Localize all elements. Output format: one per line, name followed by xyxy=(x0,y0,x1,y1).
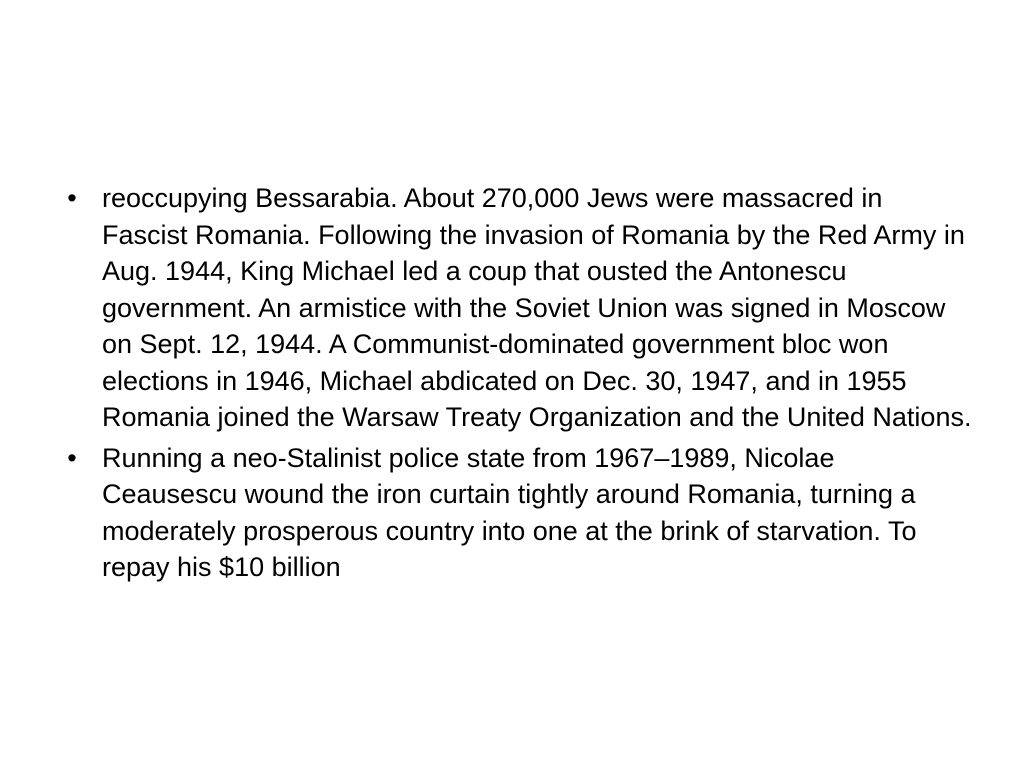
bullet-item-1 xyxy=(62,180,972,436)
bullet-item-2 xyxy=(62,440,972,586)
bullet-text: reoccupying Bessarabia. About 270,000 Jews were massacred in Fascist Romania. Following the invasion of Romania by the Red Army in Aug. 1944, King Michael led a coup that ousted the Antonescu government. An armistice with the Soviet Union was signed in Moscow on Sept. 12, 1944. A Communist-dominated government bloc won elections in 1946, Michael abdicated on Dec. 30, 1947, and in 1955 Romania joined the Warsaw Treaty Organization and the United Nations. xyxy=(102,183,972,432)
bullet-icon: • xyxy=(67,442,77,473)
bullet-list xyxy=(62,180,972,590)
bullet-icon: • xyxy=(67,183,77,213)
bullet-text: Running a neo-Stalinist police state from 1967–1989, Nicolae Ceausescu wound the iron curtain tightly around Romania, turning a moderately prosperous country into one at the brink of starvation. To repay his $10 billion xyxy=(102,442,917,582)
